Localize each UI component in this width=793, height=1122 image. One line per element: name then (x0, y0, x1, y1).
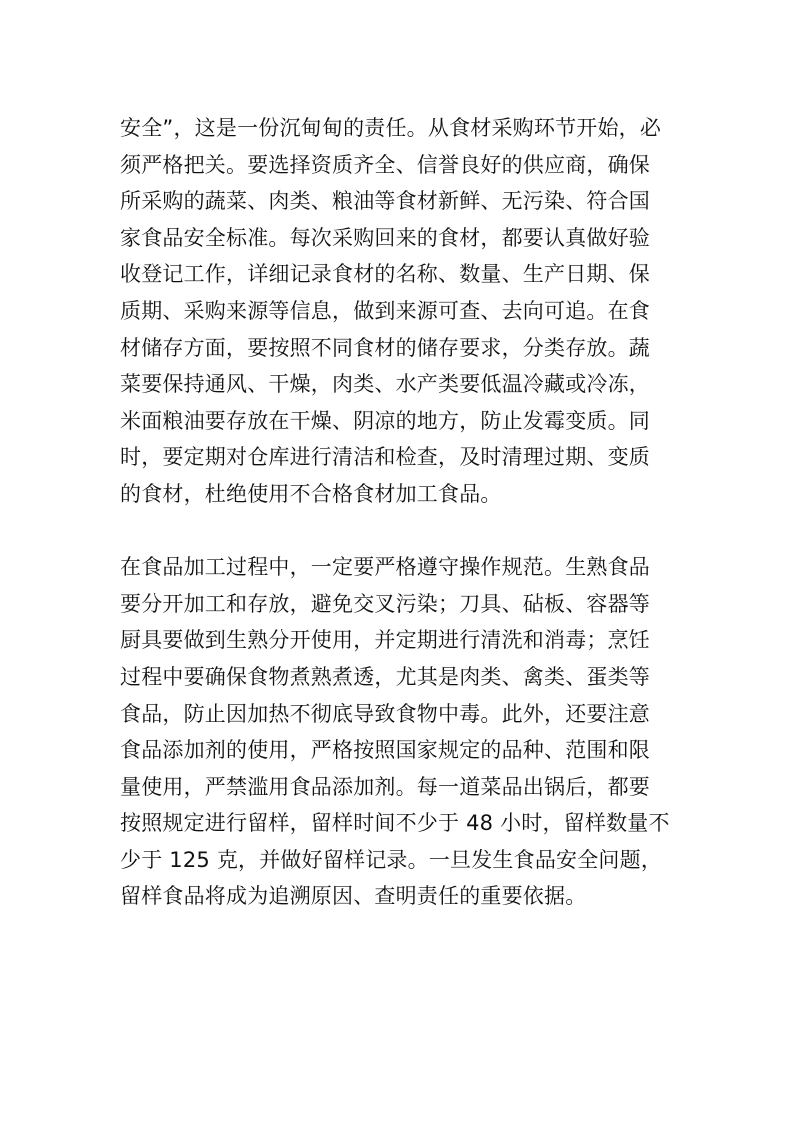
text-line: 要分开加工和存放，避免交叉污染；刀具、砧板、容器等 (120, 591, 650, 616)
text-line: 材储存方面，要按照不同食材的储存要求，分类存放。蔬 (120, 335, 650, 360)
text-line: 菜要保持通风、干燥，肉类、水产类要低温冷藏或冷冻， (120, 372, 650, 397)
text-line: 所采购的蔬菜、肉类、粮油等食材新鲜、无污染、符合国 (120, 189, 650, 214)
paragraph-spacer (120, 513, 680, 550)
paragraph-food-purchase-storage (120, 110, 680, 513)
text-line: 按照规定进行留样，留样时间不少于 48 小时，留样数量不 (120, 811, 670, 836)
text-line: 米面粮油要存放在干燥、阴凉的地方，防止发霉变质。同 (120, 408, 650, 433)
text-line: 须严格把关。要选择资质齐全、信誉良好的供应商，确保 (120, 152, 650, 177)
text-line: 家食品安全标准。每次采购回来的食材，都要认真做好验 (120, 225, 650, 250)
text-line: 安全”，这是一份沉甸甸的责任。从食材采购环节开始，必 (120, 116, 662, 140)
text-line: 食品添加剂的使用，严格按照国家规定的品种、范围和限 (120, 738, 650, 763)
document-page (120, 110, 680, 915)
text-line: 过程中要确保食物煮熟煮透，尤其是肉类、禽类、蛋类等 (120, 664, 650, 689)
text-line: 质期、采购来源等信息，做到来源可查、去向可追。在食 (120, 298, 650, 323)
paragraph-food-processing (120, 549, 680, 915)
text-line: 厨具要做到生熟分开使用，并定期进行清洗和消毒；烹饪 (120, 628, 650, 653)
text-line: 量使用，严禁滥用食品添加剂。每一道菜品出锅后，都要 (120, 774, 650, 799)
text-line: 少于 125 克，并做好留样记录。一旦发生食品安全问题， (120, 847, 663, 872)
text-line: 的食材，杜绝使用不合格食材加工食品。 (120, 481, 502, 506)
text-line: 收登记工作，详细记录食材的名称、数量、生产日期、保 (120, 262, 650, 287)
text-line: 食品，防止因加热不彻底导致食物中毒。此外，还要注意 (120, 701, 650, 726)
text-line: 在食品加工过程中，一定要严格遵守操作规范。生熟食品 (120, 555, 650, 580)
text-line: 留样食品将成为追溯原因、查明责任的重要依据。 (120, 884, 587, 909)
text-line: 时，要定期对仓库进行清洁和检查，及时清理过期、变质 (120, 445, 650, 470)
